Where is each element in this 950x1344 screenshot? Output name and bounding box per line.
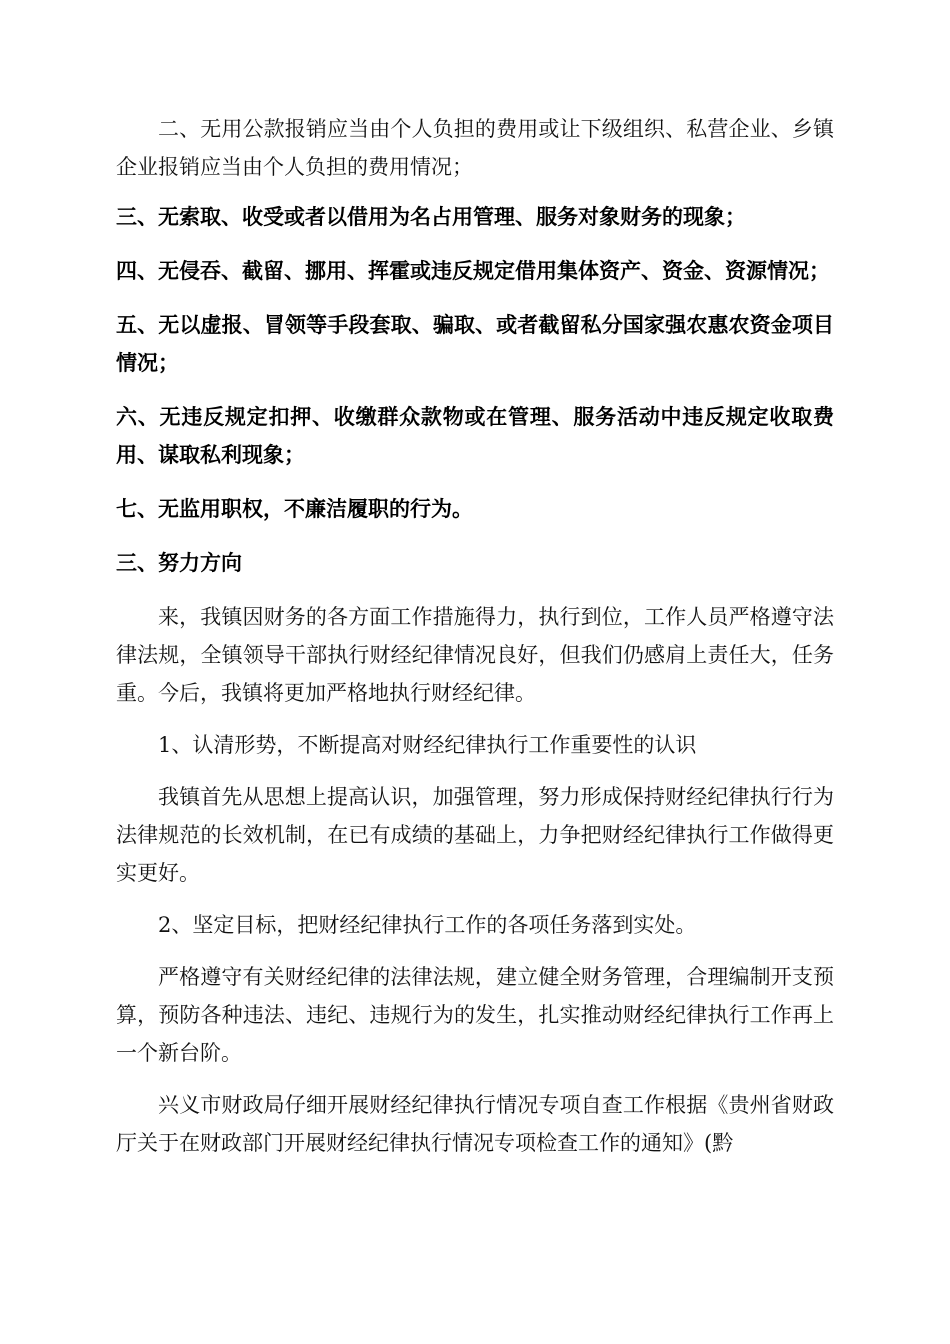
paragraph-summary: 来，我镇因财务的各方面工作措施得力，执行到位，工作人员严格遵守法律法规，全镇领导干部执行财经纪律情况良好，但我们仍感肩上责任大，任务重。今后，我镇将更加严格地执行财经纪律。 bbox=[116, 605, 834, 705]
paragraph-subheading-1-body: 我镇首先从思想上提高认识，加强管理，努力形成保持财经纪律执行行为法律规范的长效机制，在已有成绩的基础上，力争把财经纪律执行工作做得更实更好。 bbox=[116, 785, 834, 885]
paragraph-item-6: 六、无违反规定扣押、收缴群众款物或在管理、服务活动中违反规定收取费用、谋取私利现象； bbox=[116, 405, 834, 467]
subheading-1: 1、认清形势，不断提高对财经纪律执行工作重要性的认识 bbox=[158, 733, 697, 757]
paragraph-subheading-2-body: 严格遵守有关财经纪律的法律法规，建立健全财务管理，合理编制开支预算，预防各种违法、违纪、违规行为的发生，扎实推动财经纪律执行工作再上一个新台阶。 bbox=[116, 965, 834, 1065]
document-body bbox=[116, 110, 834, 1162]
section-heading-effort-direction: 三、努力方向 bbox=[116, 551, 242, 575]
paragraph-item-7: 七、无监用职权，不廉洁履职的行为。 bbox=[116, 497, 473, 521]
paragraph-item-2: 二、无用公款报销应当由个人负担的费用或让下级组织、私营企业、乡镇企业报销应当由个人负担的费用情况； bbox=[116, 117, 834, 179]
subheading-2: 2、坚定目标，把财经纪律执行工作的各项任务落到实处。 bbox=[158, 913, 697, 937]
paragraph-item-3: 三、无索取、收受或者以借用为名占用管理、服务对象财务的现象； bbox=[116, 205, 746, 229]
paragraph-item-5: 五、无以虚报、冒领等手段套取、骗取、或者截留私分国家强农惠农资金项目情况； bbox=[116, 313, 834, 375]
paragraph-item-4: 四、无侵吞、截留、挪用、挥霍或违反规定借用集体资产、资金、资源情况； bbox=[116, 259, 830, 283]
paragraph-finance-bureau: 兴义市财政局仔细开展财经纪律执行情况专项自查工作根据《贵州省财政厅关于在财政部门开展财经纪律执行情况专项检查工作的通知》(黔 bbox=[116, 1093, 834, 1155]
